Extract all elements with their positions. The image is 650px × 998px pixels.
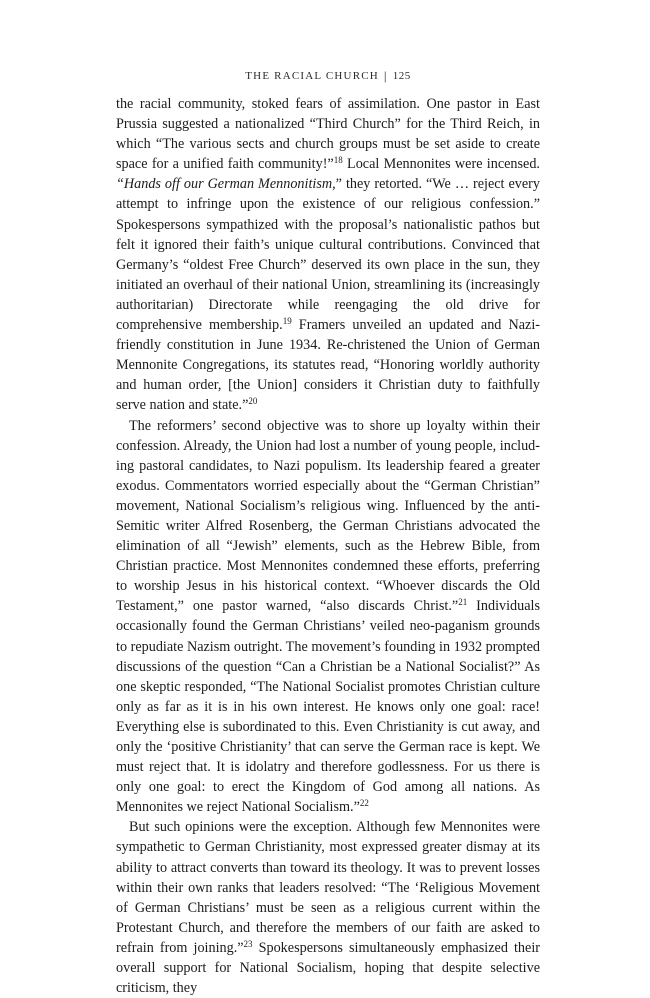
paragraph-3-text-b: Spokespersons simultaneously emphasized their overall support for National Socialism, hoping that despite selective criticism, they [116,939,540,997]
page-number: 125 [392,70,411,82]
footnote-ref-19: 19 [282,316,292,327]
paragraph-1-text-c: ” they retorted. “We … reject every attempt to infringe upon the existence of our religious confession.” Spokespersons sympathized with the proposal’s nationalistic pathos but felt it ignored their faith’s unique cultural contributions. Convinced that Germany’s “oldest Free Church” deserved its own place in the sun, they initiated an overhaul of their national Union, streamlining its (increasingly authoritarian) Directorate while reengaging the old drive for comprehensive membership. [116,176,540,334]
footnote-ref-20: 20 [248,396,258,407]
paragraph-1 [116,94,540,416]
italic-quote: “Hands off our German Mennonitism, [116,176,336,193]
book-page [116,0,541,997]
running-header [116,68,540,84]
footnote-ref-22: 22 [359,798,369,809]
paragraph-1-text-a: the racial community, stoked fears of assimilation. One pastor in East Prussia suggested a nationalized “Third Church” for the Third Reich, in which “The various sects and church groups must be set aside to create space for a unified faith community!” [116,96,540,173]
footnote-ref-23: 23 [243,938,253,949]
paragraph-2-text-b: Individuals occasionally found the German Christians’ veiled neo-paganism grounds to repudiate Nazism outright. The movement’s founding in 1932 prompted discussions of the question “Can a Christian be a National Socialist?” As one skeptic responded, “The National Socialist promotes Christian culture only as far as it is in his own interest. He knows only one goal: race! Everything else is subordinated to this. Even Christianity is cut away, and only the ‘positive Christianity’ that can serve the German race is kept. We must reject that. It is idolatry and therefore godlessness. For us there is only one goal: to erect the Kingdom of God among all nations. As Mennonites we reject National Socialism.” [116,598,540,816]
body-text [116,94,540,998]
paragraph-3 [116,817,540,998]
footnote-ref-21: 21 [458,597,468,608]
paragraph-2 [116,416,540,818]
running-title: THE RACIAL CHURCH [245,70,379,82]
paragraph-3-text-a: But such opinions were the exception. Although few Mennonites were sympathetic to German Christianity, most expressed greater dismay at its ability to attract converts than toward its theology. It was to prevent losses within their own ranks that leaders resolved: “The ‘Religious Movement of German Christians’ must be seen as a religious current within the Protestant Church, and therefore the members of our faith are asked to refrain from joining.” [116,819,540,956]
header-separator: | [383,68,388,83]
paragraph-1-text-d: Framers unveiled an updated and Nazi-friendly constitution in June 1934. Re-christened the Union of German Mennonite Congregations, its statutes read, “Honoring worldly authority and human order, [the Union] considers it Christian duty to faithfully serve nation and state.” [116,317,541,414]
paragraph-1-text-b: Local Mennonites were incensed. [342,156,540,173]
footnote-ref-18: 18 [333,155,343,166]
paragraph-2-text-a: The reformers’ second objective was to shore up loyalty within their confession. Already, the Union had lost a number of young people, including pastoral candidates, to Nazi populism. Its leadership feared a greater exodus. Commentators worried especially about the “German Christian” movement, National Socialism’s religious wing. Influenced by the anti-Semitic writer Alfred Rosenberg, the German Christians advocated the elimination of all “Jewish” elements, such as the Hebrew Bible, from Christian practice. Most Mennonites condemned these efforts, preferring to worship Jesus in his historical context. “Whoever discards the Old Testament,” one pastor warned, “also discards Christ.” [116,417,540,615]
